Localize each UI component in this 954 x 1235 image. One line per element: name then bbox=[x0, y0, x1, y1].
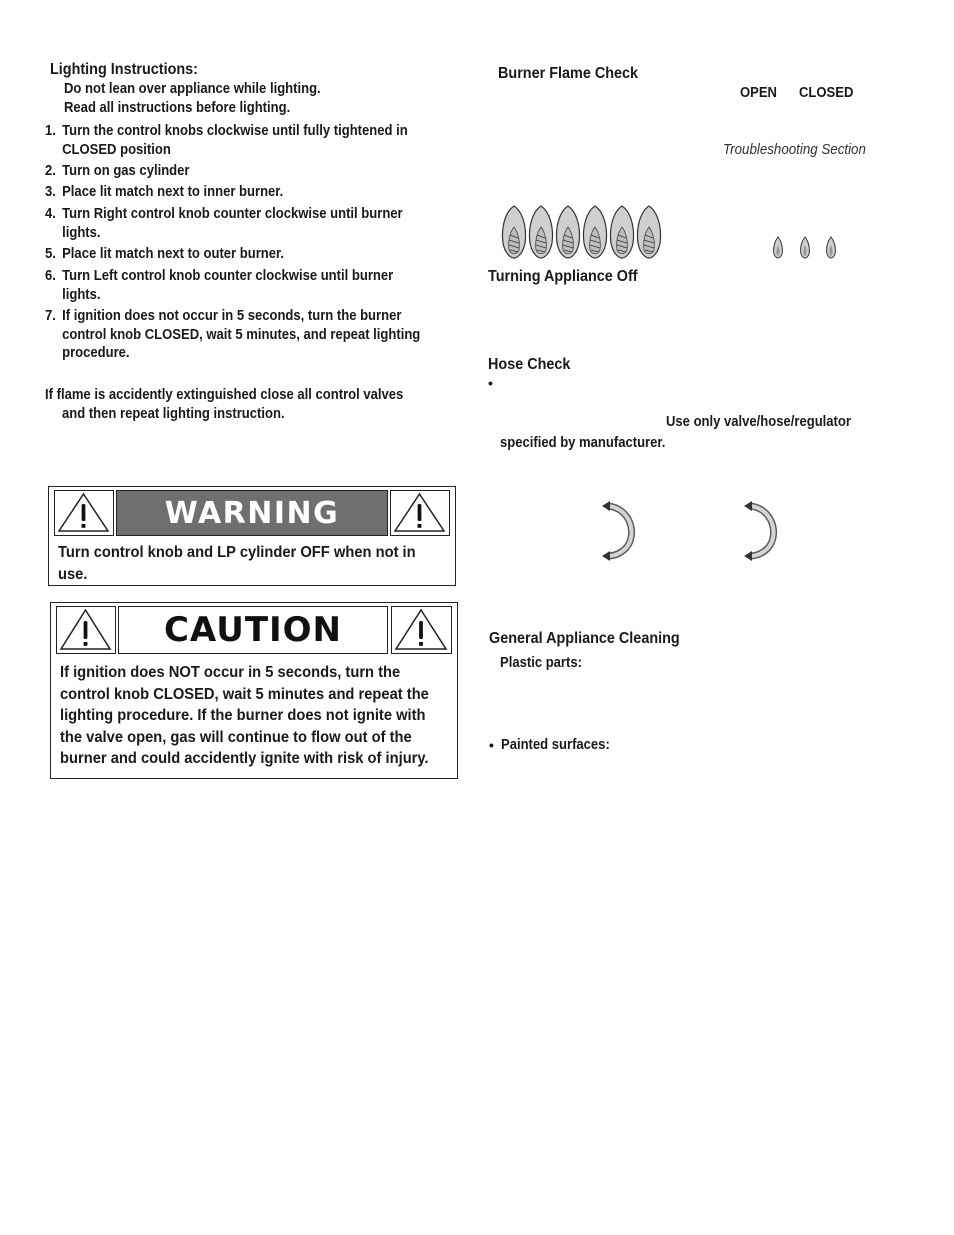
specified-text: specified by manufacturer. bbox=[500, 435, 666, 451]
lighting-step-5 bbox=[45, 245, 441, 264]
warning-triangle-right-icon bbox=[390, 490, 450, 536]
step-number: 1. bbox=[45, 123, 56, 139]
step-text: If ignition does not occur in 5 seconds, turn the burner control knob CLOSED, wait 5 minutes, and repeat lighting procedure. bbox=[62, 308, 421, 361]
painted-surfaces-bullet: • bbox=[489, 737, 494, 753]
step-text: Turn Left control knob counter clockwise until burner lights. bbox=[62, 268, 394, 303]
step-number: 2. bbox=[45, 163, 56, 179]
lighting-step-3 bbox=[45, 183, 441, 202]
caution-triangle-right-icon bbox=[391, 606, 452, 654]
hose-check-bullet: • bbox=[488, 375, 493, 391]
step-text: Turn the control knobs clockwise until fully tightened in CLOSED position bbox=[62, 123, 408, 158]
lighting-step-6 bbox=[45, 267, 441, 304]
burner-flame-check-heading: Burner Flame Check bbox=[498, 65, 639, 82]
caution-triangle-left-icon bbox=[56, 606, 116, 654]
warning-banner: WARNING bbox=[116, 490, 388, 536]
step-number: 4. bbox=[45, 206, 56, 222]
lighting-step-2 bbox=[45, 162, 441, 181]
extinguished-note-line-2: and then repeat lighting instruction. bbox=[62, 406, 285, 422]
lighting-pre-2: Read all instructions before lighting. bbox=[64, 100, 291, 116]
small-flames-illustration bbox=[770, 235, 840, 259]
step-number: 7. bbox=[45, 308, 56, 324]
burner-flames-illustration bbox=[500, 203, 668, 261]
step-number: 6. bbox=[45, 268, 56, 284]
use-only-text: Use only valve/hose/regulator bbox=[666, 414, 851, 430]
extinguished-note-line-1: If flame is accidently extinguished close all control valves bbox=[45, 387, 404, 403]
lighting-pre-1: Do not lean over appliance while lighting. bbox=[64, 81, 321, 97]
lighting-step-7 bbox=[45, 307, 441, 363]
step-number: 5. bbox=[45, 246, 56, 262]
caution-text: If ignition does NOT occur in 5 seconds, turn the control knob CLOSED, wait 5 minutes and repeat the lighting procedure. If the burner does not ignite with the valve open, gas will continue to flow out of the burner and could accidently ignite with risk of injury. bbox=[60, 664, 429, 767]
open-label: OPEN bbox=[740, 85, 777, 101]
caution-banner: CAUTION bbox=[118, 606, 388, 654]
clockwise-arrow-icon bbox=[740, 498, 786, 562]
warning-triangle-left-icon bbox=[54, 490, 114, 536]
troubleshooting-reference: Troubleshooting Section bbox=[723, 142, 866, 158]
step-text: Place lit match next to outer burner. bbox=[62, 246, 285, 262]
closed-label: CLOSED bbox=[799, 85, 854, 101]
general-appliance-cleaning-heading: General Appliance Cleaning bbox=[489, 630, 680, 647]
lighting-heading: Lighting Instructions: bbox=[50, 61, 198, 78]
step-text: Turn Right control knob counter clockwise until burner lights. bbox=[62, 206, 403, 241]
lighting-step-1 bbox=[45, 122, 441, 159]
plastic-parts-label: Plastic parts: bbox=[500, 655, 582, 671]
painted-surfaces-label: Painted surfaces: bbox=[501, 737, 610, 753]
step-text: Place lit match next to inner burner. bbox=[62, 184, 284, 200]
lighting-step-4 bbox=[45, 205, 441, 242]
counter-clockwise-arrow-icon bbox=[598, 498, 644, 562]
hose-check-heading: Hose Check bbox=[488, 356, 571, 373]
step-text: Turn on gas cylinder bbox=[62, 163, 190, 179]
step-number: 3. bbox=[45, 184, 56, 200]
warning-text: Turn control knob and LP cylinder OFF when not in use. bbox=[58, 544, 416, 583]
turning-appliance-off-heading: Turning Appliance Off bbox=[488, 268, 638, 285]
